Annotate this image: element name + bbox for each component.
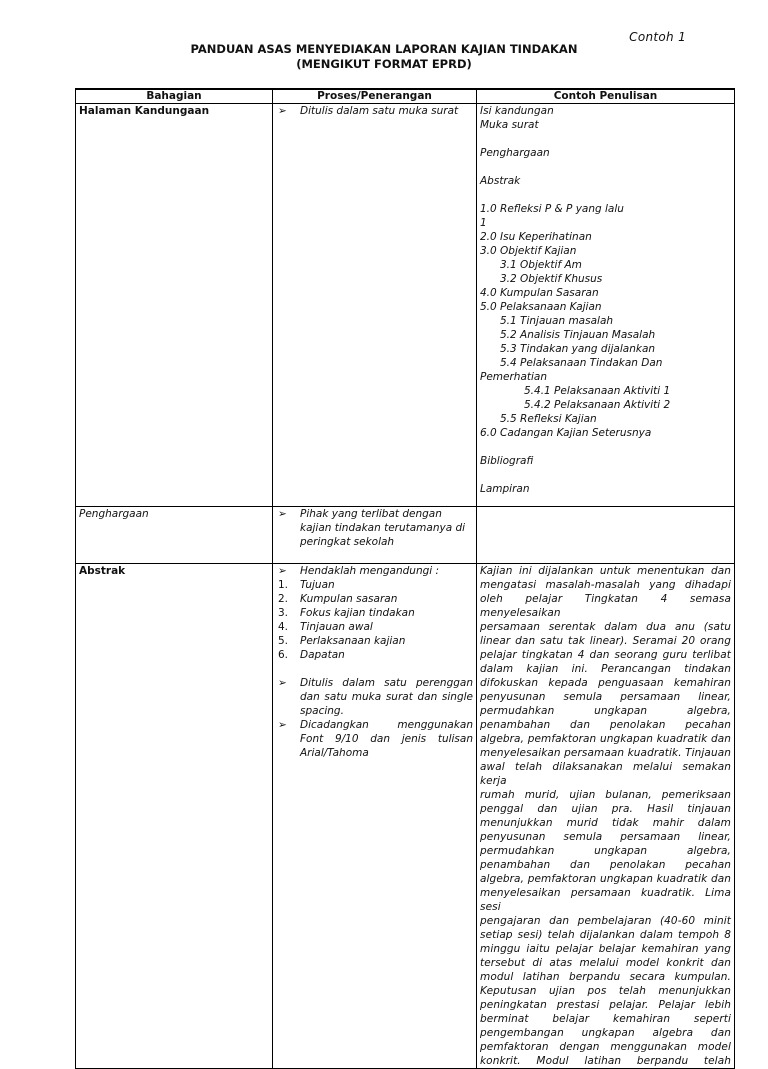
title-line-1: PANDUAN ASAS MENYEDIAKAN LAPORAN KAJIAN TINDAKAN — [190, 42, 578, 56]
toc-line: 3.1 Objektif Am — [500, 259, 582, 271]
toc-line: Abstrak — [480, 175, 521, 187]
guide-table — [75, 88, 735, 1069]
toc-line: 3.2 Objektif Khusus — [500, 273, 603, 285]
proses-penghargaan — [273, 507, 477, 564]
contoh-penghargaan — [477, 507, 735, 564]
toc-line: 6.0 Cadangan Kajian Seterusnya — [480, 427, 652, 439]
toc-line: Isi kandungan — [480, 105, 554, 117]
toc-line: 5.5 Refleksi Kajian — [500, 413, 597, 425]
arrow-bullet-icon: ➢ — [278, 677, 287, 689]
page-title — [0, 42, 768, 72]
toc-line: Lampiran — [480, 483, 530, 495]
toc-line: 5.4 Pelaksanaan Tindakan Dan — [500, 357, 663, 369]
arrow-bullet-icon: ➢ — [278, 508, 287, 520]
toc-line: 5.4.2 Pelaksanaan Aktiviti 2 — [524, 399, 671, 411]
toc-line: 4.0 Kumpulan Sasaran — [480, 287, 599, 299]
contoh-label: Contoh 1 — [629, 30, 686, 44]
bahagian-halaman: Halaman Kandungaan — [76, 104, 273, 507]
column-header-bahagian: Bahagian — [76, 89, 273, 104]
column-header-proses: Proses/Penerangan — [273, 89, 477, 104]
bahagian-penghargaan: Penghargaan — [76, 507, 273, 564]
numbered-item: 6. Dapatan — [278, 649, 345, 661]
toc-line: Muka surat — [480, 119, 539, 131]
arrow-bullet-icon: ➢ — [278, 719, 287, 731]
toc-line: 1 — [480, 217, 487, 229]
column-header-contoh: Contoh Penulisan — [477, 89, 735, 104]
toc-line: 2.0 Isu Keperihatinan — [480, 231, 592, 243]
table-header-row — [76, 89, 735, 104]
bullet-item: ➢ Dicadangkan menggunakan Font 9/10 dan jenis tulisan Arial/Tahoma — [278, 719, 473, 759]
bullet-item: ➢ Hendaklah mengandungi : — [278, 565, 440, 577]
numbered-item: 2. Kumpulan sasaran — [278, 593, 398, 605]
table-row-abstrak — [76, 564, 735, 1069]
toc-line: 3.0 Objektif Kajian — [480, 245, 577, 257]
toc-line: 5.0 Pelaksanaan Kajian — [480, 301, 602, 313]
title-line-2: (MENGIKUT FORMAT EPRD) — [296, 57, 472, 71]
arrow-bullet-icon: ➢ — [278, 105, 287, 117]
numbered-item: 3. Fokus kajian tindakan — [278, 607, 415, 619]
toc-line: Penghargaan — [480, 147, 550, 159]
toc-example — [477, 104, 735, 507]
bullet-item: ➢ Ditulis dalam satu muka surat — [278, 105, 459, 117]
bullet-item: ➢ Ditulis dalam satu perenggan dan satu muka surat dan single spacing. — [278, 677, 473, 717]
proses-abstrak — [273, 564, 477, 1069]
bullet-item: ➢ Pihak yang terlibat dengan kajian tindakan terutamanya di peringkat sekolah — [278, 508, 466, 548]
toc-line: 1.0 Refleksi P & P yang lalu — [480, 203, 624, 215]
abstrak-example-text: Kajian ini dijalankan untuk menentukan dan mengatasi masalah-masalah yang dihadapi oleh pelajar Tingkatan 4 semasa menyelesaikan persamaan serentak dalam dua anu (satu linear dan satu tak linear). Seramai 20 orang pelajar tingkatan 4 dan seorang guru terlibat dalam kajian ini. Perancangan tindakan difokuskan kepada penguasaan kemahiran penyusunan semula persamaan linear, permudahkan ungkapan algebra, penambahan dan penolakan pecahan algebra, pemfaktoran ungkapan kuadratik dan menyelesaikan persamaan kuadratik. Tinjauan awal telah dilaksanakan melalui semakan kerja rumah murid, ujian bulanan, pemeriksaan penggal dan ujian pra. Hasil tinjauan menunjukkan murid tidak mahir dalam penyusunan semula persamaan linear, permudahkan ungkapan algebra, penambahan dan penolakan pecahan algebra, pemfaktoran ungkapan kuadratik dan menyelesaikan persamaan kuadratik. Lima sesi pengajaran dan pembelajaran (40-60 minit setiap sesi) telah dijalankan dalam tempoh 8 minggu iaitu pelajar belajar kemahiran yang tersebut di atas melalui model konkrit dan modul latihan berpandu secara kumpulan. Keputusan ujian pos telah menunjukkan peningkatan prestasi pelajar. Pelajar lebih berminat belajar kemahiran seperti pengembangan ungkapan algebra dan pemfaktoran dengan menggunakan model konkrit. Modul latihan berpandu telah — [477, 564, 735, 1069]
table-row-halaman — [76, 104, 735, 507]
numbered-item: 4. Tinjauan awal — [278, 621, 373, 633]
bahagian-abstrak: Abstrak — [76, 564, 273, 1069]
toc-line: 5.2 Analisis Tinjauan Masalah — [500, 329, 656, 341]
proses-halaman — [273, 104, 477, 507]
toc-line: 5.1 Tinjauan masalah — [500, 315, 614, 327]
numbered-item: 1. Tujuan — [278, 579, 335, 591]
numbered-item: 5. Perlaksanaan kajian — [278, 635, 406, 647]
table-row-penghargaan — [76, 507, 735, 564]
arrow-bullet-icon: ➢ — [278, 565, 287, 577]
toc-line: Pemerhatian — [480, 371, 548, 383]
toc-line: 5.3 Tindakan yang dijalankan — [500, 343, 656, 355]
toc-line: Bibliografi — [480, 455, 534, 467]
toc-line: 5.4.1 Pelaksanaan Aktiviti 1 — [524, 385, 671, 397]
